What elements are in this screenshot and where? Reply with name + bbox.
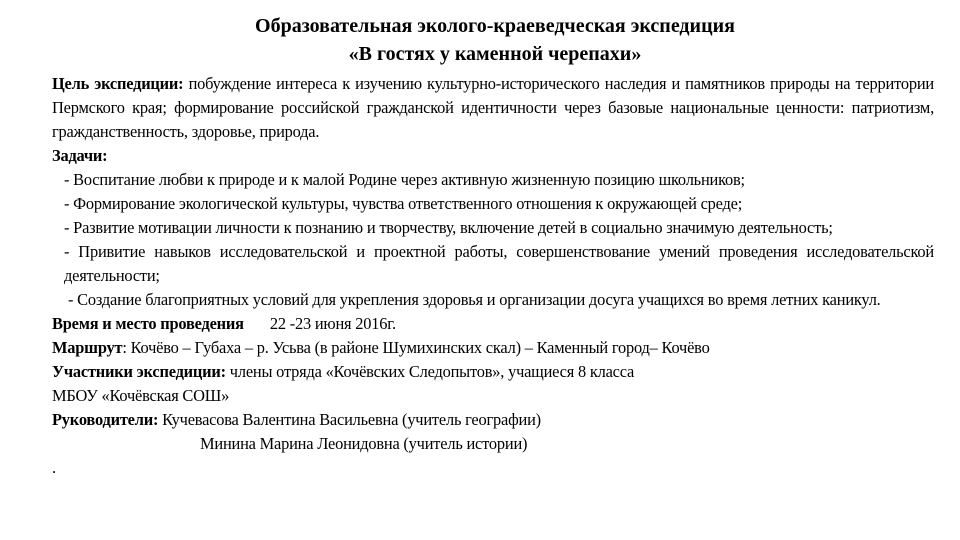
task-item: - Воспитание любви к природе и к малой Родине через активную жизненную позицию школьников; [64,170,745,189]
document-body [52,72,934,480]
tasks-heading [52,144,934,168]
participants-school: МБОУ «Кочёвская СОШ» [52,386,230,405]
route-value: : Кочёво – Губаха – р. Усьва (в районе Шумихинских скал) – Каменный город– Кочёво [122,338,710,357]
leader-1: Кучевасова Валентина Васильевна (учитель географии) [162,410,541,429]
task-item: - Привитие навыков исследовательской и проектной работы, совершенствование умений проведения исследовательской деятельности; [64,242,934,285]
time-place-label: Время и место проведения [52,314,244,333]
goal-text: побуждение интереса к изучению культурно-исторического наследия и памятников природы на территории Пермского края; формирование российской гражданской идентичности через базовые национальные ценности: патриотизм, гражданственность, здоровье, природа. [52,74,934,141]
participants-value: члены отряда «Кочёвских Следопытов», учащиеся 8 класса [229,362,635,381]
participants-line [52,360,934,384]
goal-paragraph [52,72,934,144]
route-label: Маршрут [52,338,123,357]
leaders-line [52,408,934,432]
task-item: - Создание благоприятных условий для укрепления здоровья и организации досуга учащихся во время летних каникул. [68,290,881,309]
task-item: - Формирование экологической культуры, чувства ответственного отношения к окружающей среде; [64,194,743,213]
participants-label: Участники экспедиции: [52,362,226,381]
trailing-mark: . [52,458,56,477]
page-title: Образовательная эколого-краеведческая экспедиция [255,15,735,37]
tasks-label: Задачи: [52,146,108,165]
task-item: - Развитие мотивации личности к познанию и творчеству, включение детей в социально значимую деятельность; [64,218,833,237]
page-subtitle: «В гостях у каменной черепахи» [348,43,642,65]
route-line [52,336,934,360]
time-place-value: 22 -23 июня 2016г. [269,314,396,333]
leaders-label: Руководители: [52,410,159,429]
leader-2: Минина Марина Леонидовна (учитель истории) [200,434,528,453]
time-place-line [52,312,934,336]
goal-label: Цель экспедиции: [52,74,184,93]
